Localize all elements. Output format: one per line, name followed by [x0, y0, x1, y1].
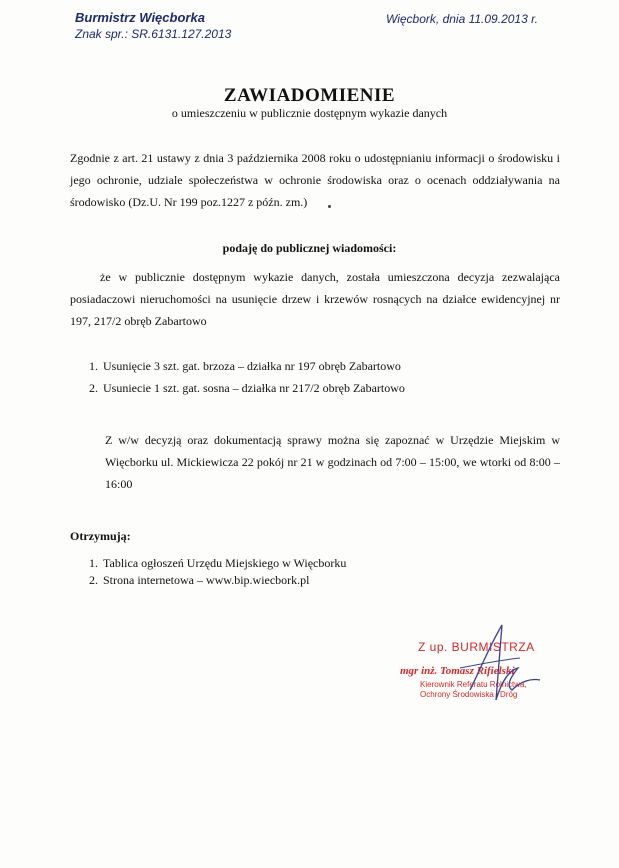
contact-paragraph: Z w/w decyzją oraz dokumentacją sprawy można się zapoznać w Urzędzie Miejskim w Więcborku ul. Mickiewicza 22 pokój nr 21 w godzinach od 7:00 – 15:00, we wtorki od 8:00 – 16:00: [105, 433, 560, 491]
body-paragraph: [70, 266, 560, 332]
list-item: [89, 377, 405, 399]
list-number: 2.: [89, 381, 98, 395]
list-item: [89, 572, 346, 589]
handwritten-signature: [440, 620, 550, 710]
place-date: Więcbork, dnia 11.09.2013 r.: [386, 12, 538, 26]
list-text: Tablica ogłoszeń Urzędu Miejskiego w Więcborku: [103, 556, 347, 570]
stamp-position-line1: Kierownik Referatu Rolnictwa,: [420, 680, 527, 689]
recipients-list: [89, 555, 346, 589]
recipients-title: Otrzymują:: [70, 529, 131, 543]
document-title: ZAWIADOMIENIE: [223, 85, 396, 106]
stamp-position-line2: Ochrony Środowiska i Dróg: [420, 690, 518, 699]
case-reference: Znak spr.: SR.6131.127.2013: [75, 27, 232, 41]
list-number: 1.: [89, 556, 98, 570]
list-number: 2.: [89, 573, 98, 587]
list-text: Usuniecie 1 szt. gat. sosna – działka nr 217/2 obręb Zabartowo: [103, 381, 405, 395]
list-number: 1.: [89, 359, 98, 373]
removal-list: [89, 355, 405, 399]
document-subtitle: o umieszczeniu w publicznie dostępnym wykazie danych: [171, 106, 448, 120]
list-item: [89, 555, 346, 572]
stamp-head: Z up. BURMISTRZA: [418, 640, 535, 654]
issuer: Burmistrz Więcborka: [75, 10, 205, 25]
ink-dot: [328, 205, 331, 208]
list-item: [89, 355, 405, 377]
stamp-name: mgr inż. Tomasz Rifielski: [400, 665, 515, 677]
list-text: Strona internetowa – www.bip.wiecbork.pl: [103, 573, 310, 587]
list-text: Usunięcie 3 szt. gat. brzoza – działka nr 197 obręb Zabartowo: [103, 359, 401, 373]
announcement-line: podaję do publicznej wiadomości:: [222, 241, 397, 255]
intro-paragraph: Zgodnie z art. 21 ustawy z dnia 3 października 2008 roku o udostępnianiu informacji o środowisku i jego ochronie, udziale społeczeństwa w ochronie środowiska oraz o ocenach oddziaływania na środowisko (Dz.U. Nr 199 poz.1227 z późn. zm.): [70, 151, 560, 209]
body-text: że w publicznie dostępnym wykazie danych, została umieszczona decyzja zezwalająca posiadaczowi nieruchomości na usunięcie drzew i krzewów rosnących na działce ewidencyjnej nr 197, 217/2 obręb Zabartowo: [70, 270, 560, 328]
